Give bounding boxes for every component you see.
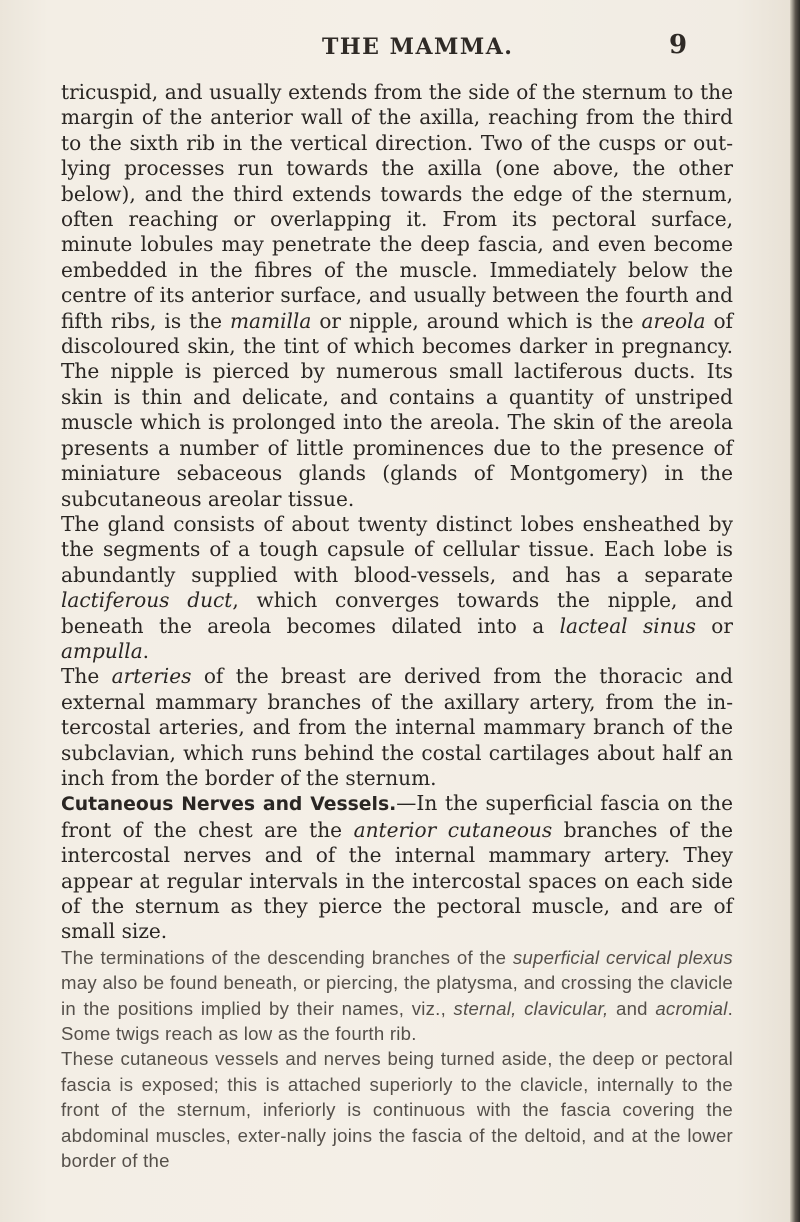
text-run: of the breast are derived from the thoracic and external mammary branches of the axillary artery, from the in-tercostal arteries, and from the internal mammary branch of the subclavian, which runs behind the costal cartilages about half an inch from the border of the sternum. <box>61 664 734 790</box>
page-number: 9 <box>669 30 688 60</box>
paragraph-2 <box>61 512 733 664</box>
text-run: The terminations of the descending branches of the <box>61 946 513 968</box>
text-run: , which converges towards the nipple, and beneath the areola becomes dilated into a <box>61 588 733 638</box>
italic-term: acromial <box>655 997 728 1019</box>
italic-term: anterior cutaneous <box>353 817 553 842</box>
italic-term: mamilla <box>229 308 312 333</box>
text-run: These cutaneous vessels and nerves being turned aside, the deep or pectoral fascia is exposed; this is attached superiorly to the clavicle, internally to the front of the sternum, inferiorly is continuous with the fascia covering the abdominal muscles, exter-nally joins the fascia of the deltoid, and at the lower border of the <box>61 1048 733 1172</box>
page-spine-shadow <box>790 0 800 1222</box>
text-run: —In the superficial fascia on the front of the chest are the <box>61 791 733 842</box>
text-run: . <box>142 638 150 663</box>
text-run: . Some twigs reach as low as the fourth rib. <box>61 997 733 1045</box>
text-run: The <box>61 664 112 689</box>
text-run: The gland consists of about twenty distinct lobes ensheathed by the segments of a tough capsule of cellular tissue. Each lobe is abundantly supplied with blood-vessels, and has a separate <box>61 511 733 587</box>
text-run: and <box>608 997 656 1019</box>
paragraph-4 <box>61 791 733 944</box>
italic-term: superficial cervical plexus <box>512 946 733 968</box>
paragraph-3 <box>61 664 733 791</box>
text-run: branches of the intercostal nerves and of the internal mammary artery. They appear at regular intervals in the intercostal spaces on each side of the sternum as they pierce the pectoral muscle, and are of small size. <box>61 817 733 944</box>
section-heading: Cutaneous Nerves and Vessels. <box>61 794 397 816</box>
paragraph-5 <box>61 945 733 1047</box>
italic-term: sternal, clavicular, <box>453 997 609 1019</box>
page-header <box>0 30 800 70</box>
text-run: or <box>695 613 734 638</box>
text-run: of discoloured skin, the tint of which becomes darker in pregnancy. The nipple is pierced by numerous small lactiferous ducts. Its skin is thin and delicate, and contains a quantity of unstriped muscle which is prolonged into the areola. The skin of the areola presents a number of little prominences due to the presence of miniature sebaceous glands (glands of Montgomery) in the subcutaneous areolar tissue. <box>61 308 733 511</box>
text-run: or nipple, around which is the <box>311 308 642 333</box>
paragraph-6 <box>61 1046 733 1173</box>
text-run: may also be found beneath, or piercing, the platysma, and crossing the clavicle in the positions implied by their names, viz., <box>61 972 733 1019</box>
italic-term: lacteal sinus <box>559 613 696 638</box>
text-run: tricuspid, and usually extends from the side of the sternum to the margin of the anterior wall of the axilla, reaching from the third to the sixth rib in the vertical direction. Two of the cusps or out-lying processes run towards the axilla (one above, the other below), and the third extends towards the edge of the sternum, often reaching or overlapping it. From its pectoral surface, minute lobules may penetrate the deep fascia, and even become embedded in the fibres of the muscle. Immediately below the centre of its anterior surface, and usually between the fourth and fifth ribs, is the <box>61 80 733 333</box>
running-title: THE MAMMA. <box>322 34 514 60</box>
body-text <box>61 80 733 1173</box>
italic-term: arteries <box>111 664 192 689</box>
paragraph-1 <box>61 80 733 512</box>
italic-term: areola <box>641 308 706 333</box>
italic-term: lactiferous duct <box>61 588 233 613</box>
italic-term: ampulla <box>61 638 143 663</box>
